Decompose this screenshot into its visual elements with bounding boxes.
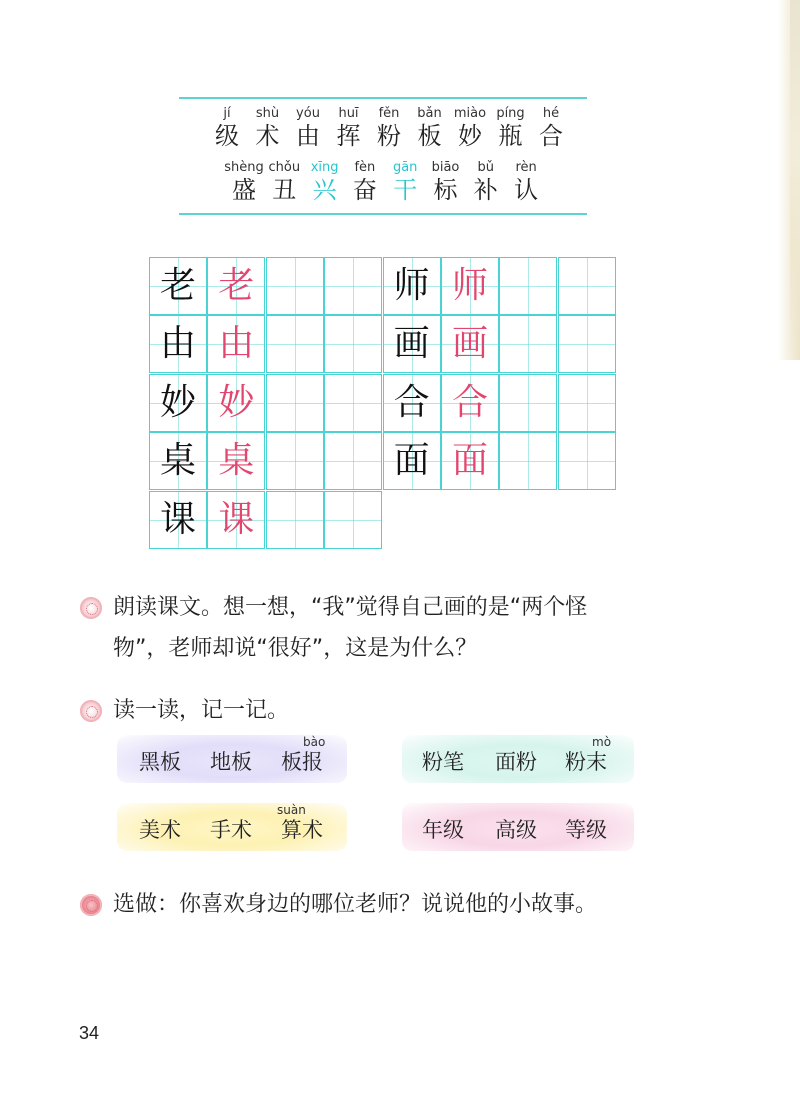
vocab-char-biāo bbox=[423, 160, 469, 204]
vocab-hanzi: 由 bbox=[296, 122, 320, 150]
exercise-1-line-2: 物”，老师却说“很好”，这是为什么？ bbox=[113, 636, 478, 661]
pinyin-suan: suàn bbox=[277, 803, 306, 817]
grid-ref-right_column-1 bbox=[383, 315, 441, 373]
model-character: 妙 bbox=[159, 381, 196, 423]
vocab-char-bǎn bbox=[407, 106, 453, 150]
grid-empty-cell bbox=[558, 432, 616, 490]
grid-trace-right_column-3 bbox=[441, 432, 499, 490]
word-fenbi: 粉笔 bbox=[422, 750, 464, 774]
trace-character: 桌 bbox=[218, 440, 255, 482]
model-character: 面 bbox=[393, 440, 430, 482]
grid-trace-right_column-1 bbox=[441, 315, 499, 373]
word-nianji: 年级 bbox=[422, 818, 464, 842]
vocab-pinyin: fěn bbox=[378, 106, 400, 121]
vocab-hanzi: 认 bbox=[514, 176, 539, 204]
word-group-pink bbox=[402, 803, 634, 851]
exercise-1-bullet-icon bbox=[80, 597, 102, 619]
grid-trace-left_column-1 bbox=[207, 315, 265, 373]
vocab-pinyin: fèn bbox=[354, 160, 376, 175]
vocab-hanzi: 术 bbox=[255, 122, 280, 150]
grid-ref-left_column-1 bbox=[149, 315, 207, 373]
grid-empty-cell bbox=[499, 374, 557, 432]
vocab-pinyin: píng bbox=[496, 106, 525, 121]
pinyin-mo: mò bbox=[592, 735, 612, 749]
word-group-purple bbox=[117, 735, 347, 783]
word-suanshu: 算术 bbox=[281, 818, 323, 842]
grid-trace-left_column-2 bbox=[207, 374, 265, 432]
exercise-3-text: 选做：你喜欢身边的哪位老师？说说他的小故事。 bbox=[113, 892, 598, 917]
trace-character: 合 bbox=[451, 381, 488, 423]
model-character: 由 bbox=[159, 323, 196, 365]
vocab-pinyin: gān bbox=[392, 160, 418, 175]
word-mianfen: 面粉 bbox=[495, 750, 537, 774]
vocab-char-shù bbox=[245, 106, 291, 150]
model-character: 合 bbox=[393, 381, 430, 423]
vocab-hanzi: 粉 bbox=[377, 122, 401, 150]
grid-empty-cell bbox=[266, 432, 324, 490]
grid-empty-cell bbox=[266, 374, 324, 432]
trace-character: 面 bbox=[451, 440, 488, 482]
grid-empty-cell bbox=[499, 315, 557, 373]
trace-character: 由 bbox=[218, 323, 255, 365]
grid-empty-cell bbox=[324, 374, 382, 432]
vocab-char-jí bbox=[204, 106, 250, 150]
word-group-yellow bbox=[117, 803, 347, 851]
vocab-pinyin: bǎn bbox=[417, 106, 442, 121]
page-number: 34 bbox=[79, 1023, 100, 1043]
grid-ref-left_column-3 bbox=[149, 432, 207, 490]
vocab-hanzi: 兴 bbox=[312, 176, 337, 204]
grid-ref-left_column-4 bbox=[149, 491, 207, 549]
vocab-pinyin: shù bbox=[255, 106, 280, 121]
vocab-pinyin: biāo bbox=[431, 160, 460, 175]
grid-empty-cell bbox=[266, 257, 324, 315]
vocab-char-xīng bbox=[302, 160, 348, 204]
vocab-char-huī bbox=[326, 106, 372, 150]
word-heiban: 黑板 bbox=[139, 750, 181, 774]
vocab-pinyin: miào bbox=[453, 106, 487, 121]
vocab-char-shèng bbox=[221, 160, 267, 204]
trace-character: 老 bbox=[218, 265, 255, 306]
grid-empty-cell bbox=[266, 315, 324, 373]
pinyin-bao: bào bbox=[303, 735, 326, 749]
grid-empty-cell bbox=[324, 491, 382, 549]
word-diban: 地板 bbox=[210, 750, 252, 774]
model-character: 桌 bbox=[159, 440, 196, 482]
word-dengji: 等级 bbox=[565, 818, 607, 842]
grid-empty-cell bbox=[499, 432, 557, 490]
writing-grid bbox=[149, 257, 618, 551]
grid-ref-right_column-2 bbox=[383, 374, 441, 432]
vocab-char-gān bbox=[382, 160, 428, 204]
vocab-pinyin: hé bbox=[542, 106, 560, 121]
vocab-bottom-rule bbox=[179, 213, 587, 215]
vocab-char-hé bbox=[528, 106, 574, 150]
vocab-hanzi: 干 bbox=[393, 176, 418, 204]
vocab-hanzi: 瓶 bbox=[498, 122, 523, 150]
grid-trace-left_column-4 bbox=[207, 491, 265, 549]
vocab-char-miào bbox=[447, 106, 493, 150]
word-fenmo: 粉末 bbox=[565, 750, 607, 774]
exercise-2-title: 读一读，记一记。 bbox=[113, 698, 290, 723]
vocab-hanzi: 级 bbox=[215, 122, 239, 150]
vocab-char-píng bbox=[488, 106, 534, 150]
model-character: 老 bbox=[159, 265, 196, 306]
word-banbao: 板报 bbox=[281, 750, 323, 774]
vocab-pinyin: xīng bbox=[310, 160, 339, 175]
vocab-pinyin: huī bbox=[338, 106, 359, 121]
grid-ref-right_column-3 bbox=[383, 432, 441, 490]
vocab-pinyin: shèng bbox=[224, 160, 264, 175]
vocab-char-fěn bbox=[366, 106, 412, 150]
exercise-2-bullet-icon bbox=[80, 700, 102, 722]
word-gaoji: 高级 bbox=[495, 818, 537, 842]
trace-character: 课 bbox=[218, 498, 255, 540]
trace-character: 妙 bbox=[218, 381, 255, 423]
vocab-char-fèn bbox=[342, 160, 388, 204]
vocab-pinyin: bǔ bbox=[477, 160, 495, 175]
grid-trace-right_column-2 bbox=[441, 374, 499, 432]
grid-empty-cell bbox=[558, 374, 616, 432]
model-character: 师 bbox=[393, 265, 430, 306]
exercise-3-bullet-icon bbox=[80, 894, 102, 916]
vocab-hanzi: 盛 bbox=[232, 176, 256, 204]
model-character: 课 bbox=[159, 498, 196, 540]
vocab-pinyin: chǒu bbox=[268, 160, 301, 175]
vocab-hanzi: 补 bbox=[473, 176, 498, 204]
grid-ref-left_column-0 bbox=[149, 257, 207, 315]
grid-empty-cell bbox=[558, 315, 616, 373]
grid-empty-cell bbox=[266, 491, 324, 549]
vocab-pinyin: jí bbox=[223, 106, 231, 121]
vocab-top-rule bbox=[179, 97, 587, 99]
vocab-char-bǔ bbox=[463, 160, 509, 204]
word-meishu: 美术 bbox=[139, 818, 181, 842]
vocab-char-yóu bbox=[285, 106, 331, 150]
grid-trace-left_column-0 bbox=[207, 257, 265, 315]
vocab-hanzi: 奋 bbox=[352, 176, 377, 204]
vocab-hanzi: 妙 bbox=[458, 122, 482, 150]
vocab-char-chǒu bbox=[261, 160, 307, 204]
vocab-pinyin: rèn bbox=[515, 160, 537, 175]
vocab-hanzi: 板 bbox=[417, 122, 442, 150]
word-shoushu: 手术 bbox=[210, 818, 252, 842]
grid-trace-left_column-3 bbox=[207, 432, 265, 490]
vocab-hanzi: 标 bbox=[433, 176, 458, 204]
model-character: 画 bbox=[393, 323, 430, 365]
vocab-pinyin: yóu bbox=[296, 106, 320, 121]
grid-empty-cell bbox=[499, 257, 557, 315]
exercise-1-line-1: 朗读课文。想一想，“我”觉得自己画的是“两个怪 bbox=[113, 595, 588, 620]
vocab-hanzi: 丑 bbox=[272, 176, 297, 204]
grid-trace-right_column-0 bbox=[441, 257, 499, 315]
grid-empty-cell bbox=[558, 257, 616, 315]
grid-ref-left_column-2 bbox=[149, 374, 207, 432]
vocab-hanzi: 合 bbox=[539, 122, 563, 150]
vocab-char-rèn bbox=[503, 160, 549, 204]
word-group-mint bbox=[402, 735, 634, 783]
trace-character: 师 bbox=[451, 265, 488, 306]
grid-empty-cell bbox=[324, 432, 382, 490]
vocab-hanzi: 挥 bbox=[336, 122, 361, 150]
grid-empty-cell bbox=[324, 315, 382, 373]
trace-character: 画 bbox=[451, 323, 488, 365]
grid-empty-cell bbox=[324, 257, 382, 315]
grid-ref-right_column-0 bbox=[383, 257, 441, 315]
page-edge-shading bbox=[790, 0, 800, 360]
